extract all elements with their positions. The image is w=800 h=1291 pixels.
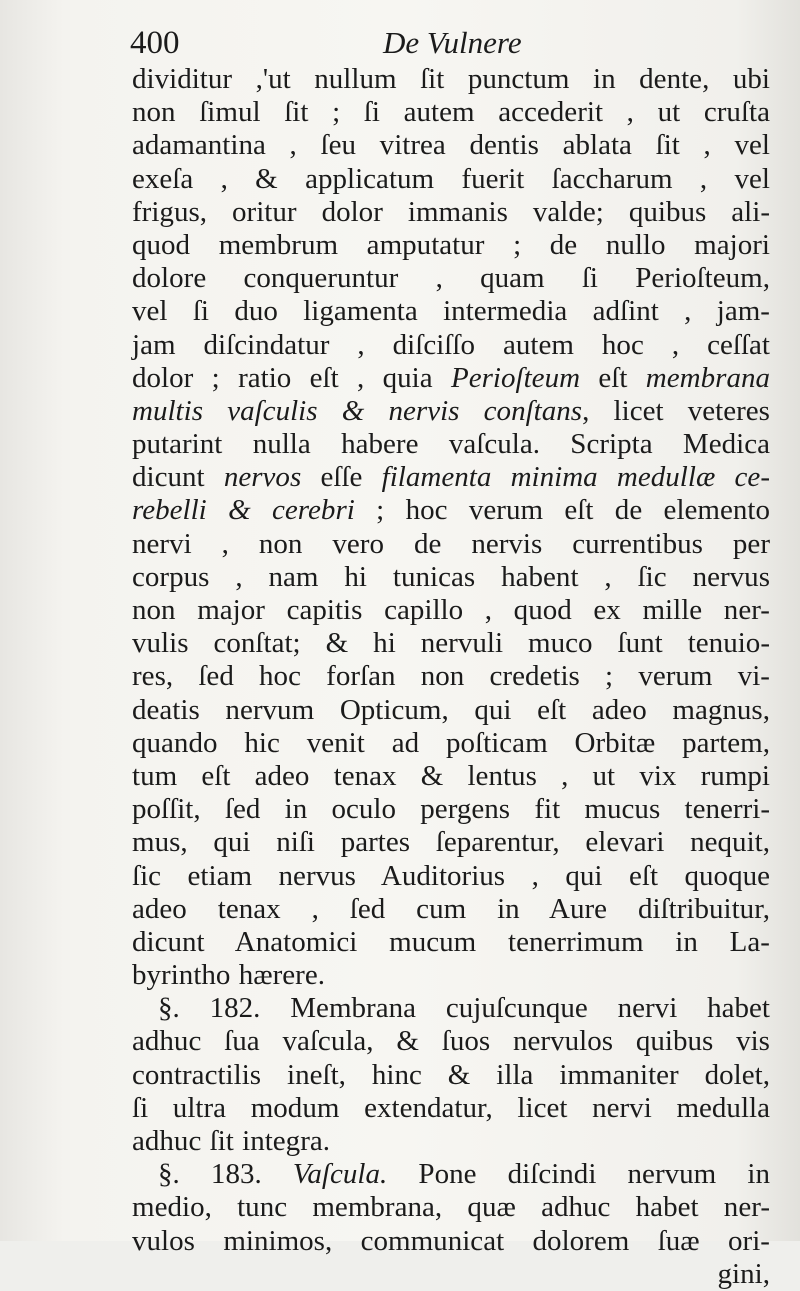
- text-segment: jam diſcindatur , diſciſſo autem hoc , ceſſat: [132, 328, 770, 361]
- text-segment: quando hic venit ad poſticam Orbitæ partem,: [132, 726, 770, 759]
- text-segment: exeſa , & applicatum fuerit ſaccharum , vel: [132, 162, 770, 195]
- text-line: [132, 295, 770, 328]
- italic-text-segment: Vaſcula.: [292, 1158, 388, 1191]
- text-segment: ; hoc verum eſt de elemento: [354, 494, 770, 527]
- text-line: [132, 96, 770, 129]
- text-segment: quod membrum amputatur ; de nullo majori: [132, 228, 770, 261]
- text-line: [132, 229, 770, 262]
- text-segment: Pone diſcindi nervum in: [387, 1158, 770, 1191]
- text-line: [132, 163, 770, 196]
- text-line: [132, 926, 770, 959]
- text-segment: vulis conſtat; & hi nervuli muco ſunt tenuio-: [132, 627, 770, 660]
- text-line: [132, 494, 770, 527]
- text-line: [132, 893, 770, 926]
- text-segment: dolore conqueruntur , quam ſi Perioſteum,: [132, 262, 770, 295]
- text-line: [132, 760, 770, 793]
- text-line: [132, 1225, 770, 1258]
- text-segment: gini,: [717, 1257, 770, 1290]
- text-segment: dividitur ,'ut nullum ſit punctum in dente, ubi: [132, 63, 770, 95]
- text-segment: dicunt: [132, 461, 224, 494]
- italic-text-segment: Perioſteum: [451, 361, 581, 394]
- text-segment: contractilis ineſt, hinc & illa immaniter dolet,: [132, 1058, 770, 1091]
- text-segment: adhuc ſit integra.: [132, 1125, 331, 1157]
- text-segment: res, ſed hoc forſan non credetis ; verum vi-: [132, 660, 770, 693]
- text-line: [132, 129, 770, 162]
- text-segment: byrintho hærere.: [132, 959, 325, 992]
- text-line: [132, 528, 770, 561]
- page-header: [130, 22, 770, 64]
- text-line: [132, 63, 770, 96]
- text-line: [132, 793, 770, 826]
- text-line: [132, 1125, 770, 1158]
- text-line: [132, 1059, 770, 1092]
- text-segment: eſſe: [301, 461, 382, 494]
- text-line: [132, 727, 770, 760]
- text-line: [132, 196, 770, 229]
- italic-text-segment: filamenta minima medullæ ce-: [381, 461, 770, 494]
- text-segment: mus, qui niſi partes ſeparentur, elevari nequit,: [132, 826, 770, 859]
- text-segment: dicunt Anatomici mucum tenerrimum in La-: [132, 925, 770, 958]
- text-segment: §. 183.: [158, 1158, 293, 1191]
- running-head: De Vulnere: [383, 25, 522, 60]
- text-segment: adamantina , ſeu vitrea dentis ablata ſit , vel: [132, 129, 770, 162]
- text-line: [132, 860, 770, 893]
- text-segment: vulos minimos, communicat dolorem ſuæ ori-: [132, 1224, 770, 1257]
- text-line: [132, 1191, 770, 1224]
- text-line: [132, 395, 770, 428]
- text-segment: medio, tunc membrana, quæ adhuc habet ner-: [132, 1191, 770, 1224]
- text-line: [132, 1092, 770, 1125]
- text-line: [132, 561, 770, 594]
- text-line: [132, 826, 770, 859]
- text-line: [132, 660, 770, 693]
- text-segment: vel ſi duo ligamenta intermedia adſint , jam-: [132, 295, 770, 328]
- text-line: [132, 1158, 770, 1191]
- text-line: [132, 362, 770, 395]
- text-segment: nervi , non vero de nervis currentibus per: [132, 527, 770, 560]
- text-segment: §. 182. Membrana cujuſcunque nervi habet: [158, 992, 770, 1025]
- body-text: [132, 63, 770, 1291]
- page-number: 400: [130, 25, 180, 61]
- text-line: [132, 329, 770, 362]
- text-segment: dolor ; ratio eſt , quia: [132, 361, 451, 394]
- text-line: [132, 428, 770, 461]
- text-segment: non major capitis capillo , quod ex mille ner-: [132, 594, 770, 626]
- text-line: [132, 461, 770, 494]
- text-segment: tum eſt adeo tenax & lentus , ut vix rumpi: [132, 759, 770, 792]
- text-segment: corpus , nam hi tunicas habent , ſic nervus: [132, 560, 770, 593]
- text-segment: adhuc ſua vaſcula, & ſuos nervulos quibus vis: [132, 1025, 770, 1058]
- text-segment: putarint nulla habere vaſcula. Scripta Medica: [132, 428, 770, 461]
- text-segment: frigus, oritur dolor immanis valde; quibus ali-: [132, 195, 770, 228]
- text-segment: adeo tenax , ſed cum in Aure diſtribuitur,: [132, 892, 770, 925]
- text-line: [132, 694, 770, 727]
- text-line: [132, 1258, 770, 1291]
- text-line: [132, 627, 770, 660]
- italic-text-segment: membrana: [645, 361, 770, 394]
- text-line: [132, 262, 770, 295]
- text-segment: non ſimul ſit ; ſi autem accederit , ut cruſta: [132, 96, 770, 129]
- text-segment: poſſit, ſed in oculo pergens fit mucus tenerri-: [132, 793, 770, 826]
- text-segment: ſi ultra modum extendatur, licet nervi medulla: [132, 1091, 770, 1124]
- italic-text-segment: rebelli & cerebri: [132, 494, 355, 527]
- italic-text-segment: nervos: [223, 461, 302, 494]
- text-segment: , licet veteres: [582, 394, 770, 427]
- text-line: [132, 959, 770, 992]
- italic-text-segment: multis vaſculis & nervis conſtans: [132, 394, 583, 427]
- text-line: [132, 992, 770, 1025]
- text-segment: deatis nervum Opticum, qui eſt adeo magnus,: [132, 693, 770, 726]
- text-line: [132, 1025, 770, 1058]
- text-line: [132, 594, 770, 627]
- text-segment: ſic etiam nervus Auditorius , qui eſt quoque: [132, 859, 770, 892]
- text-segment: eſt: [580, 361, 646, 394]
